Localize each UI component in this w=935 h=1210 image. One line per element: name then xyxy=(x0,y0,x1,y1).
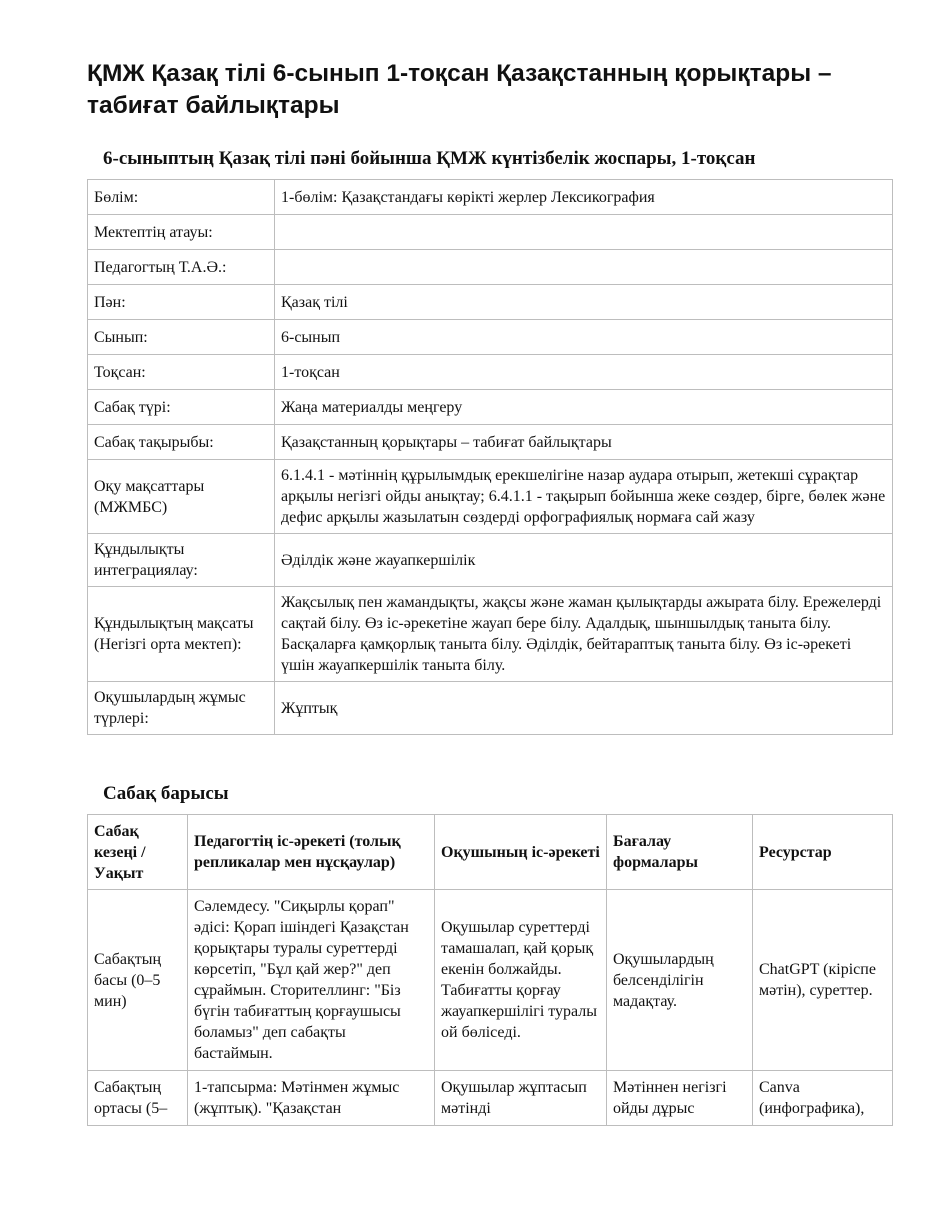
row-value-subject: Қазақ тілі xyxy=(275,285,893,320)
row-value-values-integration: Әділдік және жауапкершілік xyxy=(275,534,893,587)
row-value-teacher xyxy=(275,250,893,285)
row-label-values-goal: Құндылықтың мақсаты (Негізгі орта мектеп): xyxy=(88,587,275,682)
table-row xyxy=(88,1071,893,1126)
cell-student-activity: Оқушылар суреттерді тамашалап, қай қорық екенін болжайды. Табиғатты қорғау жауапкершілігі туралы ой бөліседі. xyxy=(435,890,607,1071)
header-student-activity: Оқушының іс-әрекеті xyxy=(435,815,607,890)
cell-teacher-activity: Сәлемдесу. "Сиқырлы қорап" әдісі: Қорап ішіндегі Қазақстан қорықтары туралы суреттерді көрсетіп, "Бұл қай жер?" деп сұраймын. Сторителлинг: "Біз бүгін табиғаттың қорғаушысы боламыз" деп сабақты бастаймын. xyxy=(188,890,435,1071)
row-label-grade: Сынып: xyxy=(88,320,275,355)
table-row xyxy=(88,587,893,682)
row-value-grade: 6-сынып xyxy=(275,320,893,355)
row-label-teacher: Педагогтың Т.А.Ә.: xyxy=(88,250,275,285)
row-label-subject: Пән: xyxy=(88,285,275,320)
table-row xyxy=(88,355,893,390)
cell-resources: ChatGPT (кіріспе мәтін), суреттер. xyxy=(753,890,893,1071)
cell-assessment: Мәтіннен негізгі ойды дұрыс xyxy=(607,1071,753,1126)
cell-stage: Сабақтың ортасы (5– xyxy=(88,1071,188,1126)
row-label-quarter: Тоқсан: xyxy=(88,355,275,390)
row-label-lesson-type: Сабақ түрі: xyxy=(88,390,275,425)
table-row xyxy=(88,180,893,215)
row-value-lesson-type: Жаңа материалды меңгеру xyxy=(275,390,893,425)
cell-teacher-activity: 1-тапсырма: Мәтінмен жұмыс (жұптық). "Қазақстан xyxy=(188,1071,435,1126)
row-label-school: Мектептің атауы: xyxy=(88,215,275,250)
row-value-section: 1-бөлім: Қазақстандағы көрікті жерлер Лексикография xyxy=(275,180,893,215)
header-teacher-activity: Педагогтің іс-әрекеті (толық репликалар мен нұсқаулар) xyxy=(188,815,435,890)
lesson-heading: Сабақ барысы xyxy=(103,783,229,804)
table-row xyxy=(88,460,893,534)
table-row xyxy=(88,890,893,1071)
row-label-work-forms: Оқушылардың жұмыс түрлері: xyxy=(88,682,275,735)
plan-heading: 6-сыныптың Қазақ тілі пәні бойынша ҚМЖ күнтізбелік жоспары, 1-тоқсан xyxy=(103,148,756,169)
table-row xyxy=(88,390,893,425)
row-value-lesson-topic: Қазақстанның қорықтары – табиғат байлықтары xyxy=(275,425,893,460)
row-value-school xyxy=(275,215,893,250)
table-row xyxy=(88,250,893,285)
row-label-lesson-topic: Сабақ тақырыбы: xyxy=(88,425,275,460)
cell-resources: Canva (инфографика), xyxy=(753,1071,893,1126)
row-value-objectives: 6.1.4.1 - мәтіннің құрылымдық ерекшелігіне назар аудара отырып, жетекші сұрақтар арқылы негізгі ойды анықтау; 6.4.1.1 - тақырып бойынша жеке сөздер, бірге, бөлек және дефис арқылы жазылатын сөздерді орфографиялық нормаға сай жазу xyxy=(275,460,893,534)
header-assessment: Бағалау формалары xyxy=(607,815,753,890)
header-resources: Ресурстар xyxy=(753,815,893,890)
header-stage: Сабақ кезеңі / Уақыт xyxy=(88,815,188,890)
row-value-work-forms: Жұптық xyxy=(275,682,893,735)
table-row xyxy=(88,425,893,460)
lesson-table xyxy=(87,814,893,1126)
cell-assessment: Оқушылардың белсенділігін мадақтау. xyxy=(607,890,753,1071)
table-row xyxy=(88,682,893,735)
row-label-section: Бөлім: xyxy=(88,180,275,215)
cell-student-activity: Оқушылар жұптасып мәтінді xyxy=(435,1071,607,1126)
table-header-row xyxy=(88,815,893,890)
table-row xyxy=(88,285,893,320)
row-label-values-integration: Құндылықты интеграциялау: xyxy=(88,534,275,587)
info-table xyxy=(87,179,893,735)
row-value-quarter: 1-тоқсан xyxy=(275,355,893,390)
document-title: ҚМЖ Қазақ тілі 6-сынып 1-тоқсан Қазақстанның қорықтары – табиғат байлықтары xyxy=(87,60,832,119)
table-row xyxy=(88,320,893,355)
table-row xyxy=(88,534,893,587)
cell-stage: Сабақтың басы (0–5 мин) xyxy=(88,890,188,1071)
table-row xyxy=(88,215,893,250)
row-label-objectives: Оқу мақсаттары (МЖМБС) xyxy=(88,460,275,534)
row-value-values-goal: Жақсылық пен жамандықты, жақсы және жаман қылықтарды ажырата білу. Ережелерді сақтай білу. Өз іс-әрекетіне жауап бере білу. Адалдық, шыншылдық таныта білу. Басқаларға қамқорлық таныта білу. Әділдік, бейтараптық таныта білу. Өз іс-әрекеті үшін жауапкершілік таныта білу. xyxy=(275,587,893,682)
